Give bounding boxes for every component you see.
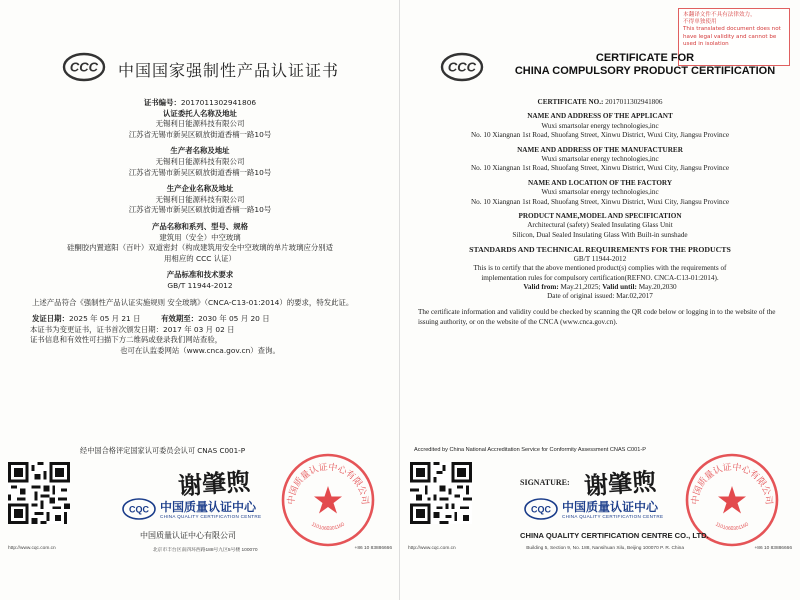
en-standard: GB/T 11944-2012 [573,254,627,263]
cqc-mark-icon [122,498,156,520]
zh-applicant-addr: 江苏省无锡市新吴区硕放街道香楠一路10号 [128,129,272,139]
en-title-line1: CERTIFICATE FOR [595,52,695,64]
zh-cqc-name: 中国质量认证中心 [160,500,257,514]
zh-certificate-body [10,98,390,356]
zh-product-line3: 用相应的 CCC 认证） [164,253,236,263]
en-valid-until-label: Valid until: [602,282,637,291]
zh-footer-web[interactable]: http://www.cqc.com.cn [8,546,56,551]
en-validity-row: Valid from: May.21,2025; Valid until: May.20,2030 [523,282,677,291]
zh-seal-text: 中国质量认证中心有限公司 [286,462,370,506]
en-conformity2: implementation rules for compulsory certification(REFNO. CNCA-C13-01:2014). [481,273,719,282]
en-cert-no-row [410,98,790,107]
ccc-logo-icon [440,52,484,82]
en-signature: 谢肇煦 [583,466,658,501]
en-cert-no: 2017011302941806 [605,98,663,106]
en-applicant-name: Wuxi smartsolar energy technologies,inc [541,121,659,130]
zh-standard: GB/T 11944-2012 [167,280,233,290]
cqc-mark-icon [524,498,558,520]
svg-text:1101060301160 [310,521,346,532]
zh-dates-row [10,314,390,325]
qr-code-icon[interactable] [8,462,70,524]
en-applicant-addr: No. 10 Xiangnan 1st Road, Shuofang Street, Xinwu District, Wuxi City, Jiangsu Province [470,131,730,140]
en-footer-tel: +86 10 83886666 [754,546,792,551]
zh-cert-no-row [10,98,390,109]
zh-seal-code: 1101060301160 [310,521,346,532]
en-standard-label: STANDARDS AND TECHNICAL REQUIREMENTS FOR THE PRODUCTS [469,245,731,255]
zh-footer-addr: 北京市丰台区南四环西路188号九区5号楼 100070 [152,548,258,553]
zh-check-note2: 也可在认监委网站（www.cnca.gov.cn）查询。 [120,345,280,355]
en-manufacturer-label: NAME AND ADDRESS OF THE MANUFACTURER [517,145,683,154]
zh-issue-label: 发证日期： [32,314,69,324]
en-product-label: PRODUCT NAME,MODEL AND SPECIFICATION [518,212,682,221]
en-valid-from: May.21,2025 [560,282,599,291]
zh-issue-date: 2025 年 05 月 21 日 [68,314,141,324]
zh-conformity: 上述产品符合《强制性产品认证实施规则 安全玻璃》（CNCA-C13-01:2014）的要求，特发此证。 [32,297,354,307]
zh-manufacturer-label: 生产者名称及地址 [170,146,230,156]
zh-factory-addr: 江苏省无锡市新吴区硕放街道香楠一路10号 [128,205,272,215]
en-certificate-title [500,52,790,78]
en-check-note: The certificate information and validity could be checked by scanning the QR code below or logging in to the website of the issuing authority, or on the website of the CNCA (www.cnca.gov.cn). [418,307,776,326]
en-valid-from-label: Valid from: [523,282,559,291]
en-product-line2: Silicon, Dual Sealed Insulating Glass With Built-in sunshade [512,230,688,239]
zh-product-line2: 硅酮胶内置遮阳（百叶）双道密封（构成建筑用安全中空玻璃的单片玻璃应分别适 [66,243,334,253]
zh-valid-label: 有效期至： [161,314,199,324]
svg-text:CQC: CQC [129,504,149,515]
en-footer-web[interactable]: http://www.cqc.com.cn [408,546,456,551]
en-factory-addr: No. 10 Xiangnan 1st Road, Shuofang Street, Xinwu District, Wuxi City, Jiangsu Province [470,197,730,206]
zh-manufacturer-name: 无锡利日能源科技有限公司 [155,156,245,166]
zh-factory-label: 生产企业名称及地址 [166,184,234,194]
zh-certificate-title: 中国国家强制性产品认证证书 [118,61,340,80]
svg-text:CCC: CCC [447,59,477,75]
en-cqc-name-en: CHINA QUALITY CERTIFICATION CENTRE [562,514,664,519]
zh-product-line1: 建筑用（安全）中空玻璃 [159,232,241,242]
zh-product-label: 产品名称和系列、型号、规格 [151,221,249,231]
en-factory-label: NAME AND LOCATION OF THE FACTORY [527,178,673,187]
zh-cert-no: 2017011302941806 [180,98,257,107]
zh-signature: 谢肇煦 [177,466,252,501]
zh-standard-label: 产品标准和技术要求 [166,270,234,280]
zh-footer-tel: +86 10 83886666 [354,546,392,551]
zh-footer [8,546,392,553]
qr-code-icon[interactable] [410,462,472,524]
en-factory-name: Wuxi smartsolar energy technologies,inc [541,188,659,197]
en-applicant-label: NAME AND ADDRESS OF THE APPLICANT [527,112,673,121]
svg-text:1101060301160 [714,521,750,532]
en-certificate-body [410,98,790,327]
en-valid-until: May.20,2030 [638,282,677,291]
certificate-english [400,0,800,600]
en-manufacturer-addr: No. 10 Xiangnan 1st Road, Shuofang Street, Xinwu District, Wuxi City, Jiangsu Province [470,164,730,173]
zh-cqc-name-en: CHINA QUALITY CERTIFICATION CENTRE [160,514,262,519]
en-cert-no-label: CERTIFICATE NO.: [537,98,604,106]
svg-text:CQC: CQC [531,504,551,515]
zh-manufacturer-addr: 江苏省无锡市新吴区硕放街道香楠一路10号 [128,167,272,177]
en-cqc-name: 中国质量认证中心 [562,500,659,514]
zh-company: 中国质量认证中心有限公司 [140,531,236,540]
en-title-line2: CHINA COMPULSORY PRODUCT CERTIFICATION [514,65,776,77]
en-product-line1: Architectural (safety) Sealed Insulating Glass Unit [527,221,673,230]
en-footer [408,546,792,551]
zh-check-note1: 证书信息和有效性可扫描下方二维码或登录我们网站查验， [30,335,223,345]
zh-change-note: 本证书为变更证书，证书首次颁发日期：2017 年 03 月 02 日 [30,324,235,334]
en-signature-label: SIGNATURE: [520,478,570,487]
svg-text:CCC: CCC [69,59,99,75]
en-company: CHINA QUALITY CERTIFICATION CENTRE CO., LTD. [520,531,709,540]
en-seal-code: 1101060301160 [714,521,750,532]
ccc-logo-icon [62,52,106,82]
en-manufacturer-name: Wuxi smartsolar energy technologies,inc [541,155,659,164]
zh-applicant-label: 认证委托人名称及地址 [163,108,237,118]
en-seal-text: 中国质量认证中心有限公司 [690,462,774,506]
red-seal-icon [280,452,376,548]
zh-accreditation: 经中国合格评定国家认可委员会认可 CNAS C001-P [80,446,246,455]
zh-factory-name: 无锡利日能源科技有限公司 [155,194,245,204]
en-accreditation: Accredited by China National Accreditation Service for Conformity Assessment CNAS C001-P [414,447,646,453]
zh-cert-no-label: 证书编号： [143,98,181,107]
disclaimer-line1: 本翻译文件不具有法律效力， [683,12,756,18]
disclaimer-line3: This translated document does not have legal validity and cannot be used in isolation [683,26,781,47]
en-footer-addr: Building 5, Section 9, No. 188, Nansihuan Xilu, Beijing 100070 P. R. China [526,546,684,551]
en-original-issue: Date of original issued: Mar.02,2017 [547,292,653,301]
zh-valid-date: 2030 年 05 月 20 日 [198,314,270,324]
disclaimer-line2: 不得单独使用 [683,19,717,26]
en-conformity1: This is to certify that the above mentioned product(s) complies with the requirements of [473,264,727,273]
zh-applicant-name: 无锡利日能源科技有限公司 [155,119,245,129]
